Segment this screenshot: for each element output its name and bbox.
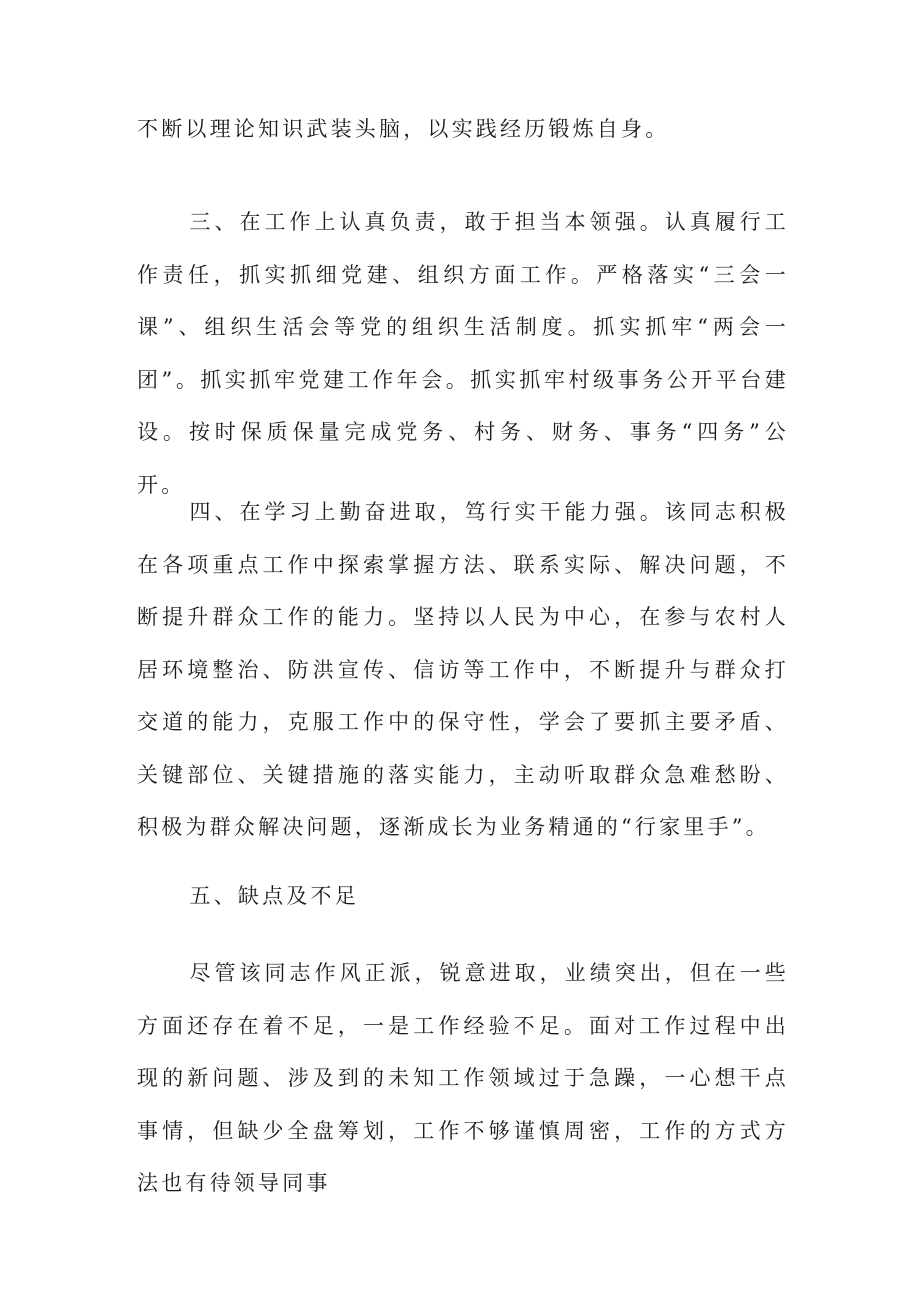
section-heading-five: 五、缺点及不足 (189, 884, 359, 908)
paragraph-continuation: 不断以理论知识武装头脑，以实践经历锻炼自身。 (137, 117, 670, 141)
paragraph-section-four: 四、在学习上勤奋进取，笃行实干能力强。该同志积极在各项重点工作中探索掌握方法、联系实际、解决问题，不断提升群众工作的能力。坚持以人民为中心，在参与农村人居环境整治、防洪宣传、信访等工作中，不断提升与群众打交道的能力，克服工作中的保守性，学会了要抓主要矛盾、关键部位、关键措施的落实能力，主动听取群众急难愁盼、积极为群众解决问题，逐渐成长为业务精通的“行家里手”。 (137, 500, 789, 839)
paragraph-section-three: 三、在工作上认真负责，敢于担当本领强。认真履行工作责任，抓实抓细党建、组织方面工作。严格落实“三会一课”、组织生活会等党的组织生活制度。抓实抓牢“两会一团”。抓实抓牢党建工作年会。抓实抓牢村级事务公开平台建设。按时保质保量完成党务、村务、财务、事务“四务”公开。 (137, 210, 789, 497)
paragraph-shortcomings: 尽管该同志作风正派，锐意进取，业绩突出，但在一些方面还存在着不足，一是工作经验不足。面对工作过程中出现的新问题、涉及到的未知工作领域过于急躁，一心想干点事情，但缺少全盘筹划，工作不够谨慎周密，工作的方式方法也有待领导同事 (137, 961, 789, 1195)
